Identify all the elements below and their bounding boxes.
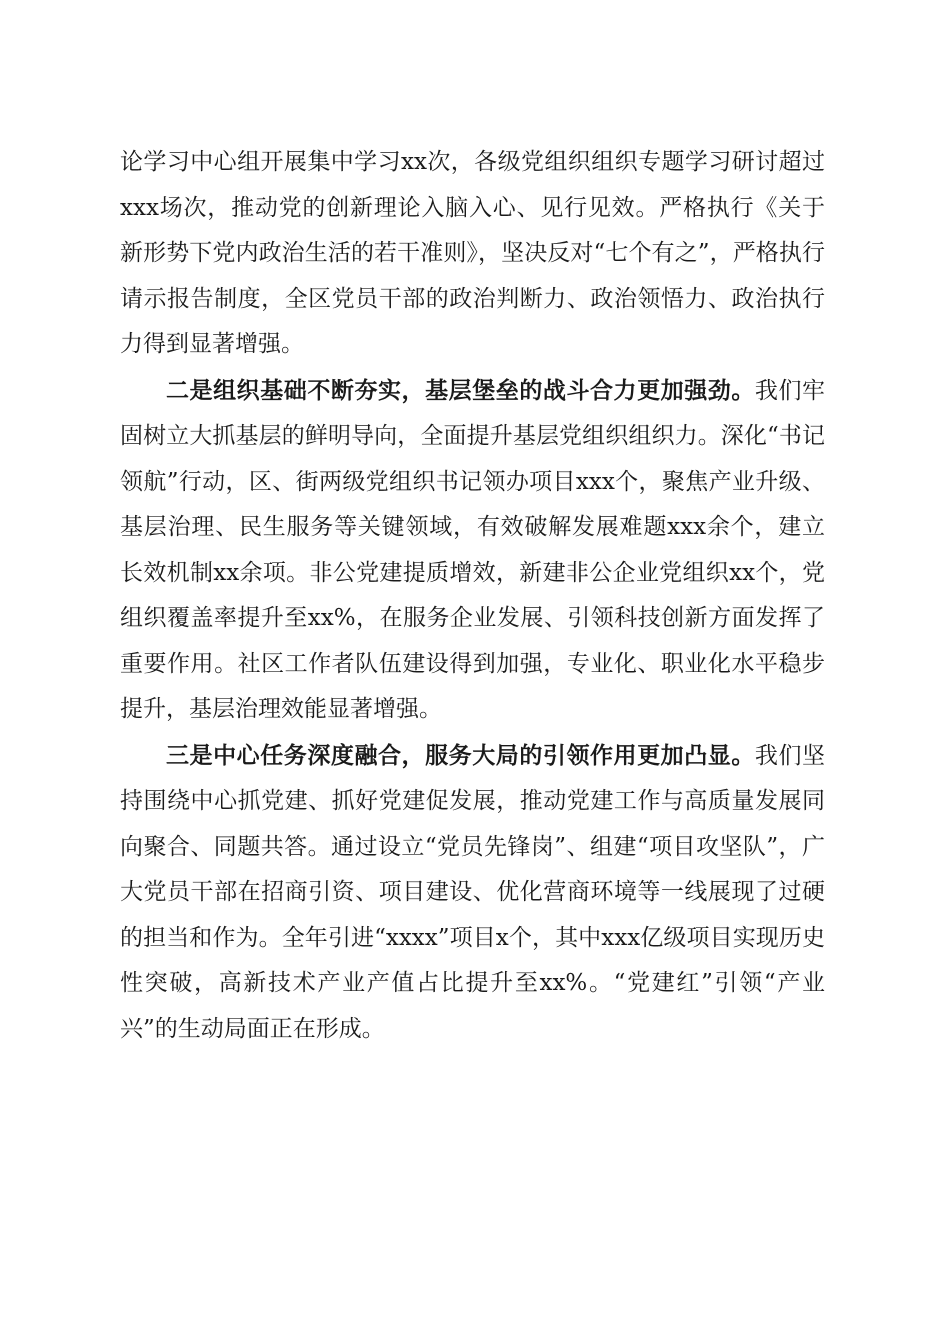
document-body xyxy=(120,140,825,1052)
paragraph-continuation xyxy=(120,140,825,368)
paragraph-heading: 二是组织基础不断夯实，基层堡垒的战斗合力更加强劲。 xyxy=(166,376,755,404)
paragraph-body: 我们牢固树立大抓基层的鲜明导向，全面提升基层党组织组织力。深化“书记领航”行动，区、街两级党组织书记领办项目xxx个，聚焦产业升级、基层治理、民生服务等关键领域，有效破解发展难题xxx余个，建立长效机制xx余项。非公党建提质增效，新建非公企业党组织xx个，党组织覆盖率提升至xx%，在服务企业发展、引领科技创新方面发挥了重要作用。社区工作者队伍建设得到加强，专业化、职业化水平稳步提升，基层治理效能显著增强。 xyxy=(120,377,826,722)
paragraph-body: 我们坚持围绕中心抓党建、抓好党建促发展，推动党建工作与高质量发展同向聚合、同题共答。通过设立“党员先锋岗”、组建“项目攻坚队”，广大党员干部在招商引资、项目建设、优化营商环境等一线展现了过硬的担当和作为。全年引进“xxxx”项目x个，其中xxx亿级项目实现历史性突破，高新技术产业产值占比提升至xx%。“党建红”引领“产业兴”的生动局面正在形成。 xyxy=(120,742,826,1042)
paragraph-heading: 三是中心任务深度融合，服务大局的引领作用更加凸显。 xyxy=(166,741,755,769)
paragraph-central-tasks xyxy=(120,733,825,1053)
paragraph-body: 论学习中心组开展集中学习xx次，各级党组织组织专题学习研讨超过xxx场次，推动党的创新理论入脑入心、见行见效。严格执行《关于新形势下党内政治生活的若干准则》，坚决反对“七个有之”，严格执行请示报告制度，全区党员干部的政治判断力、政治领悟力、政治执行力得到显著增强。 xyxy=(120,149,825,357)
paragraph-organization-foundation xyxy=(120,368,825,733)
